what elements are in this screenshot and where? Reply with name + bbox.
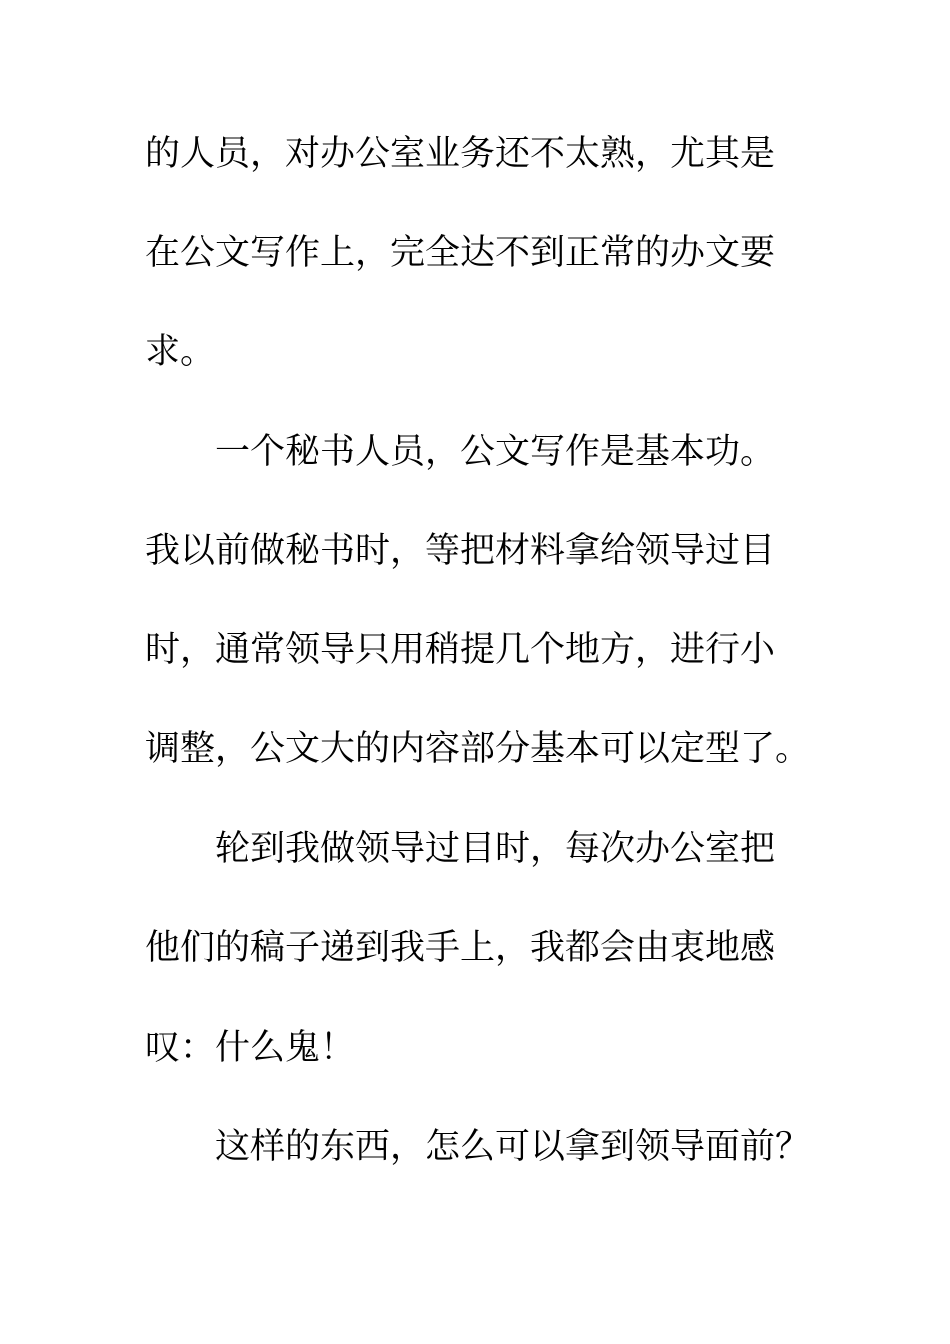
text-line-9: 他们的稿子递到我手上，我都会由衷地感 <box>145 928 776 968</box>
text-line-6: 时，通常领导只用稍提几个地方，进行小 <box>145 630 776 670</box>
text-line-4: 一个秘书人员，公文写作是基本功。 <box>215 432 776 472</box>
text-line-5: 我以前做秘书时，等把材料拿给领导过目 <box>145 531 776 571</box>
text-line-2: 在公文写作上，完全达不到正常的办文要 <box>145 233 776 273</box>
text-line-7: 调整，公文大的内容部分基本可以定型了。 <box>145 729 811 769</box>
text-line-10: 叹：什么鬼！ <box>145 1028 356 1068</box>
text-line-8: 轮到我做领导过目时，每次办公室把 <box>215 829 776 869</box>
text-line-3: 求。 <box>145 332 216 372</box>
text-line-11: 这样的东西，怎么可以拿到领导面前？ <box>215 1127 811 1167</box>
text-line-1: 的人员，对办公室业务还不太熟，尤其是 <box>145 134 776 174</box>
